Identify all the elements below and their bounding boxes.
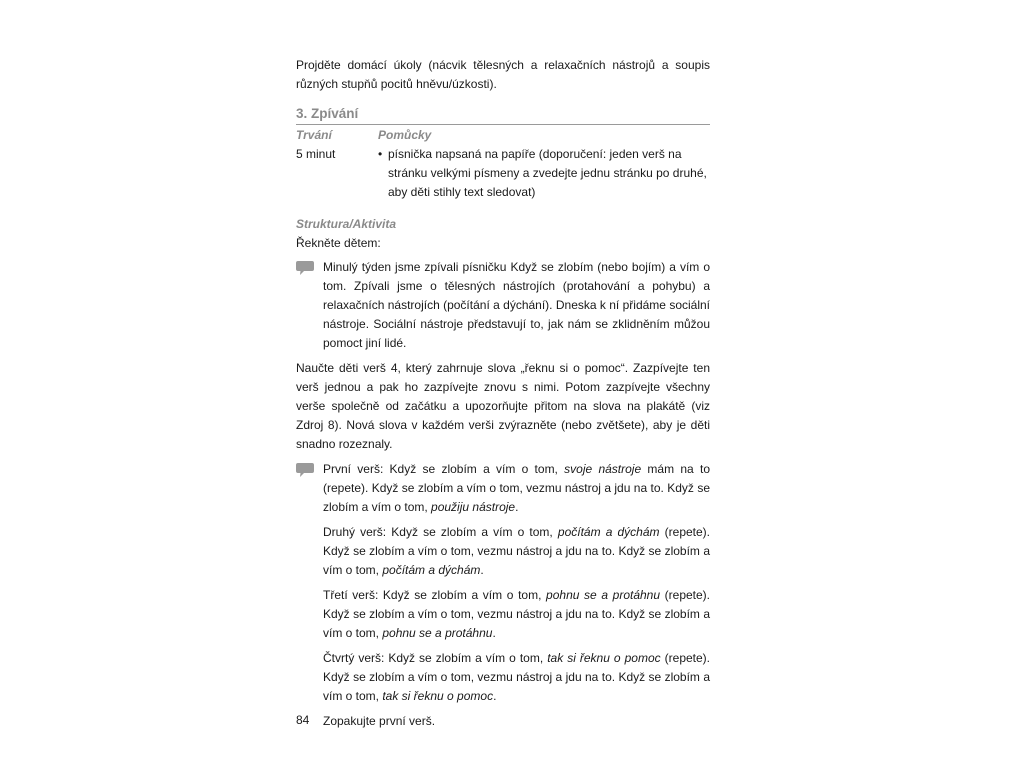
- structure-heading: Struktura/Aktivita: [296, 217, 397, 231]
- verse-1: První verš: Když se zlobím a vím o tom, svoje nástroje mám na to (repete). Když se zlobím a vím o tom, vezmu nástroj a jdu na to. Když se zlobím a vím o tom, použiju nástroje.: [323, 462, 710, 514]
- speech-bubble-icon: [296, 261, 314, 275]
- intro-paragraph: Projděte domácí úkoly (nácvik tělesných a relaxačních nástrojů a soupis různých stupňů pocitů hněvu/úzkosti).: [296, 58, 710, 91]
- duration-header: Trvání: [296, 128, 332, 142]
- materials-item-text: písnička napsaná na papíře (doporučení: jeden verš na stránku velkými písmeny a zvedejte jednu stránku po druhé, aby děti stihly text sledovat): [388, 147, 707, 199]
- duration-value: 5 minut: [296, 147, 336, 161]
- speech-quote-block: [296, 258, 710, 353]
- page-number: 84: [296, 713, 310, 727]
- instruction-paragraph: Naučte děti verš 4, který zahrnuje slova „řeknu si o pomoc“. Zazpívejte ten verš jednou a pak ho zazpívejte znovu s nimi. Potom zazpívejte všechny verše společně od začátku a upozorňujte přitom na slova na plakátě (viz Zdroj 8). Nová slova v každém verši zvýrazněte (nebo zvětšete), aby je děti snadno rozeznaly.: [296, 361, 710, 451]
- bullet-icon: •: [378, 147, 383, 161]
- verse-2: Druhý verš: Když se zlobím a vím o tom, počítám a dýchám (repete). Když se zlobím a vím o tom, vezmu nástroj a jdu na to. Když se zlobím a vím o tom, počítám a dýchám.: [323, 525, 711, 577]
- song-verses-block: [296, 460, 710, 731]
- section-title: 3. Zpívání: [296, 104, 710, 125]
- tell-children-text: Řekněte dětem:: [296, 236, 381, 250]
- repeat-instruction: Zopakujte první verš.: [323, 714, 436, 728]
- materials-list-item: [378, 145, 710, 202]
- quote-text: Minulý týden jsme zpívali písničku Když se zlobím (nebo bojím) a vím o tom. Zpívali jsme o tělesných nástrojích (protahování a pohybu) a relaxačních nástrojích (počítání a dýchání). Dneska k ní přidáme sociální nástroje. Sociální nástroje představují to, jak nám se zklidněním můžou pomoct jiní lidé.: [323, 260, 710, 350]
- verse-3: Třetí verš: Když se zlobím a vím o tom, pohnu se a protáhnu (repete). Když se zlobím a vím o tom, vezmu nástroj a jdu na to. Když se zlobím a vím o tom, pohnu se a protáhnu.: [323, 588, 711, 640]
- document-page: [296, 56, 710, 731]
- meta-value-row: [296, 145, 710, 202]
- speech-bubble-icon: [296, 463, 314, 477]
- meta-header-row: [296, 126, 710, 145]
- verse-4: Čtvrtý verš: Když se zlobím a vím o tom, tak si řeknu o pomoc (repete). Když se zlobím a vím o tom, vezmu nástroj a jdu na to. Když se zlobím a vím o tom, tak si řeknu o pomoc.: [323, 651, 711, 703]
- materials-header: Pomůcky: [378, 128, 432, 142]
